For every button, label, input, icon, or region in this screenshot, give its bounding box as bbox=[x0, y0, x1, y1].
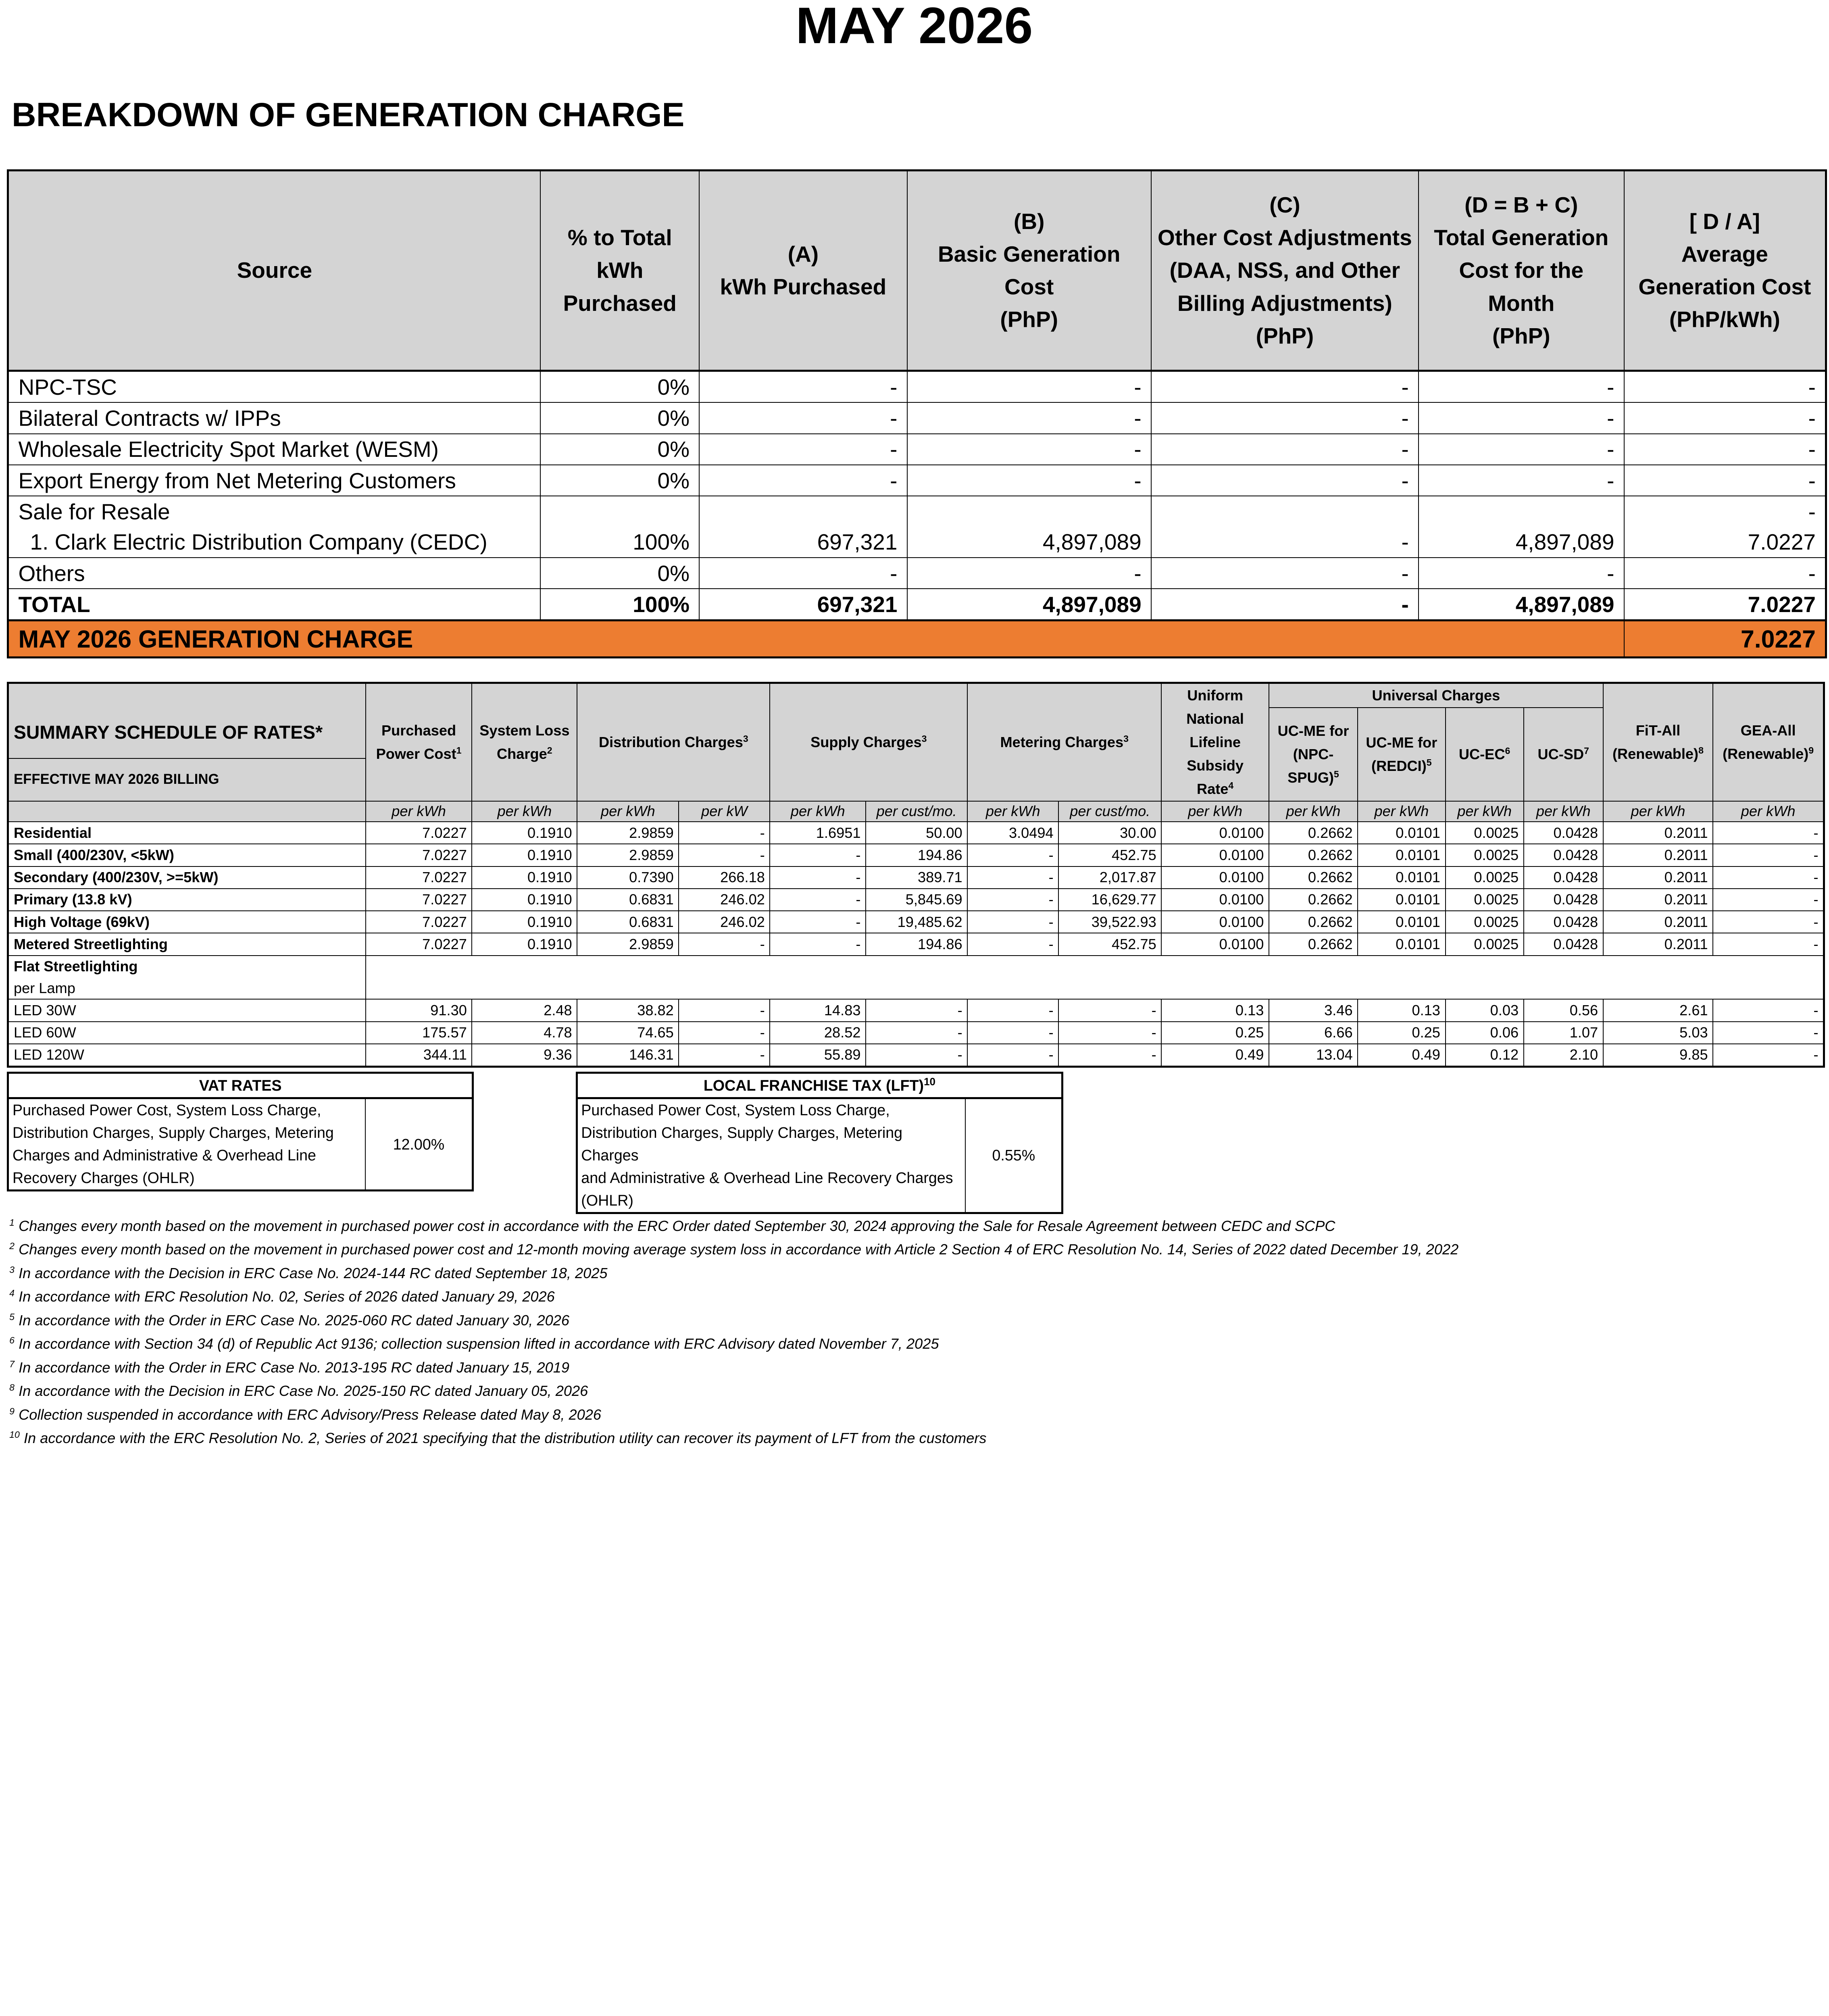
cell-source: Export Energy from Net Metering Customers bbox=[8, 465, 540, 496]
unit-cell: per kW bbox=[679, 801, 770, 822]
per-lamp-label: per Lamp bbox=[8, 977, 366, 999]
rate-cell: 0.2662 bbox=[1269, 933, 1358, 955]
cell-e: - bbox=[1624, 402, 1826, 433]
rate-cell: - bbox=[967, 889, 1058, 911]
header-metering-charges: Metering Charges$^3$ bbox=[967, 683, 1161, 801]
header-ucme-npc: UC-ME for (NPC- SPUG)$^5$ bbox=[1269, 708, 1358, 801]
rate-cell: - bbox=[770, 933, 866, 955]
rate-cell: - bbox=[770, 911, 866, 933]
rate-cell: 452.75 bbox=[1058, 933, 1161, 955]
row-label: Small (400/230V, <5kW) bbox=[8, 844, 366, 866]
lft-description: Purchased Power Cost, System Loss Charge, Distribution Charges, Supply Charges, Metering Charges and Administrative & Overhead Line Recovery Charges (OHLR) bbox=[577, 1098, 965, 1213]
table-row bbox=[8, 371, 1826, 403]
header-total-generation-cost: (D = B + C) Total Generation Cost for the Month (PhP) bbox=[1419, 170, 1624, 371]
rate-cell: - bbox=[1713, 1022, 1824, 1044]
footnotes bbox=[9, 1214, 1808, 1450]
rate-cell: 3.0494 bbox=[967, 822, 1058, 844]
row-label: Residential bbox=[8, 822, 366, 844]
cell-c: - bbox=[1151, 371, 1419, 403]
lft-value: 0.55% bbox=[965, 1098, 1062, 1213]
rate-cell: - bbox=[1713, 999, 1824, 1021]
table-row bbox=[8, 434, 1826, 465]
rate-cell: 0.49 bbox=[1161, 1044, 1269, 1067]
cell-pct: 0% bbox=[540, 465, 699, 496]
table-row bbox=[8, 822, 1824, 844]
rates-effective: EFFECTIVE MAY 2026 BILLING bbox=[8, 758, 366, 801]
rate-cell: - bbox=[866, 999, 967, 1021]
rate-cell: 0.1910 bbox=[472, 866, 577, 889]
rate-cell: - bbox=[1713, 844, 1824, 866]
header-other-cost-adjustments: (C) Other Cost Adjustments (DAA, NSS, and Other Billing Adjustments) (PhP) bbox=[1151, 170, 1419, 371]
header-universal-charges: Universal Charges bbox=[1269, 683, 1603, 708]
rate-cell: 0.2011 bbox=[1603, 844, 1713, 866]
cell-pct: 0% bbox=[540, 402, 699, 433]
rate-cell: - bbox=[1713, 822, 1824, 844]
rate-cell: 7.0227 bbox=[366, 889, 472, 911]
rate-cell: 0.1910 bbox=[472, 933, 577, 955]
header-ucme-redci: UC-ME for (REDCI)$^5$ bbox=[1358, 708, 1445, 801]
vat-rates-table bbox=[7, 1072, 474, 1191]
rate-cell: 9.85 bbox=[1603, 1044, 1713, 1067]
header-gea-all: GEA-All (Renewable)$^9$ bbox=[1713, 683, 1824, 801]
rate-cell: 14.83 bbox=[770, 999, 866, 1021]
footnote: $^2$ Changes every month based on the movement in purchased power cost and 12-month moving average system loss in accordance with Article 2 Section 4 of ERC Resolution No. 14, Series of 2022 dated December 19, 2022 bbox=[9, 1241, 1459, 1258]
rate-cell: - bbox=[967, 866, 1058, 889]
header-purchased-power-cost: Purchased Power Cost$^1$ bbox=[366, 683, 472, 801]
rate-cell: 0.0025 bbox=[1446, 866, 1524, 889]
cell-a: - bbox=[699, 371, 907, 403]
rate-cell: 0.25 bbox=[1161, 1022, 1269, 1044]
header-supply-charges: Supply Charges$^3$ bbox=[770, 683, 967, 801]
rate-cell: - bbox=[1058, 1044, 1161, 1067]
header-lifeline-subsidy: Uniform National Lifeline Subsidy Rate$^4$ bbox=[1161, 683, 1269, 801]
rate-cell: 0.13 bbox=[1161, 999, 1269, 1021]
rate-cell: 0.0025 bbox=[1446, 911, 1524, 933]
rate-cell: 0.13 bbox=[1358, 999, 1445, 1021]
rate-cell: 5,845.69 bbox=[866, 889, 967, 911]
rate-cell: - bbox=[679, 933, 770, 955]
rate-cell: 2.48 bbox=[472, 999, 577, 1021]
rate-cell: - bbox=[866, 1044, 967, 1067]
unit-cell: per kWh bbox=[472, 801, 577, 822]
rate-cell: 175.57 bbox=[366, 1022, 472, 1044]
cell-d: - bbox=[1419, 402, 1624, 433]
cell-a: - bbox=[699, 465, 907, 496]
header-fit-all: FiT-All (Renewable)$^8$ bbox=[1603, 683, 1713, 801]
rate-cell: 194.86 bbox=[866, 933, 967, 955]
generation-rows bbox=[8, 371, 1826, 496]
table-row bbox=[8, 1022, 1824, 1044]
rate-cell: 194.86 bbox=[866, 844, 967, 866]
rate-cell: 0.0025 bbox=[1446, 933, 1524, 955]
rate-cell: - bbox=[1058, 1022, 1161, 1044]
rate-cell: 19,485.62 bbox=[866, 911, 967, 933]
unit-cell: per kWh bbox=[1603, 801, 1713, 822]
cell-c: - bbox=[1151, 465, 1419, 496]
rate-cell: - bbox=[967, 1044, 1058, 1067]
row-label: High Voltage (69kV) bbox=[8, 911, 366, 933]
unit-cell: per cust/mo. bbox=[1058, 801, 1161, 822]
rate-cell: 39,522.93 bbox=[1058, 911, 1161, 933]
rate-cell: 0.0101 bbox=[1358, 889, 1445, 911]
rate-cell: 0.0100 bbox=[1161, 866, 1269, 889]
rate-cell: - bbox=[1713, 1044, 1824, 1067]
rate-cell: 2,017.87 bbox=[1058, 866, 1161, 889]
header-system-loss-charge: System Loss Charge$^2$ bbox=[472, 683, 577, 801]
lamp-rows bbox=[8, 999, 1824, 1066]
rate-cell: 6.66 bbox=[1269, 1022, 1358, 1044]
cell-e: - bbox=[1624, 434, 1826, 465]
rate-cell: 0.12 bbox=[1446, 1044, 1524, 1067]
rate-cell: 74.65 bbox=[577, 1022, 679, 1044]
footnote: $^{10}$ In accordance with the ERC Resolution No. 2, Series of 2021 specifying that the distribution utility can recover its payment of LFT from the customers bbox=[9, 1429, 987, 1446]
lft-title: LOCAL FRANCHISE TAX (LFT)$^{10}$ bbox=[577, 1073, 1062, 1098]
units-row bbox=[8, 801, 1824, 822]
rate-cell: 13.04 bbox=[1269, 1044, 1358, 1067]
rate-cell: 0.0100 bbox=[1161, 911, 1269, 933]
table-row bbox=[8, 911, 1824, 933]
rate-cell: 0.1910 bbox=[472, 822, 577, 844]
rate-cell: - bbox=[967, 999, 1058, 1021]
rate-cell: 0.6831 bbox=[577, 911, 679, 933]
cell-a: - bbox=[699, 434, 907, 465]
rate-cell: 0.0100 bbox=[1161, 822, 1269, 844]
row-label: Metered Streetlighting bbox=[8, 933, 366, 955]
rates-table bbox=[7, 682, 1825, 1068]
rate-cell: 3.46 bbox=[1269, 999, 1358, 1021]
footnote: $^4$ In accordance with ERC Resolution No. 02, Series of 2026 dated January 29, 2026 bbox=[9, 1288, 555, 1305]
rate-cell: 2.9859 bbox=[577, 844, 679, 866]
rates-title: SUMMARY SCHEDULE OF RATES* bbox=[8, 708, 366, 758]
rate-cell: 0.0428 bbox=[1524, 822, 1603, 844]
rate-cell: - bbox=[770, 844, 866, 866]
rate-cell: 0.0025 bbox=[1446, 889, 1524, 911]
unit-cell: per kWh bbox=[1358, 801, 1445, 822]
table-row: 1. Clark Electric Distribution Company (CEDC) 100% 697,321 4,897,089 - 4,897,089 7.0227 bbox=[8, 527, 1826, 558]
header-pct: % to Total kWh Purchased bbox=[540, 170, 699, 371]
rate-cell: 0.2011 bbox=[1603, 911, 1713, 933]
rate-cell: 246.02 bbox=[679, 889, 770, 911]
rate-cell: 9.36 bbox=[472, 1044, 577, 1067]
header-uc-ec: $UC-EC^6$ bbox=[1446, 708, 1524, 801]
cell-c: - bbox=[1151, 434, 1419, 465]
rate-cell: 0.0428 bbox=[1524, 933, 1603, 955]
row-label: LED 120W bbox=[8, 1044, 366, 1067]
cell-source: NPC-TSC bbox=[8, 371, 540, 403]
page-title: MAY 2026 bbox=[796, 0, 1033, 54]
rate-cell: - bbox=[679, 1044, 770, 1067]
rate-cell: - bbox=[967, 933, 1058, 955]
cell-e: - bbox=[1624, 465, 1826, 496]
rate-cell: 0.2662 bbox=[1269, 911, 1358, 933]
rate-cell: 0.7390 bbox=[577, 866, 679, 889]
rate-cell: 146.31 bbox=[577, 1044, 679, 1067]
rate-cell: 28.52 bbox=[770, 1022, 866, 1044]
flat-streetlighting-label: Flat Streetlighting bbox=[8, 956, 366, 977]
rate-cell: 0.2011 bbox=[1603, 933, 1713, 955]
rate-cell: 38.82 bbox=[577, 999, 679, 1021]
rate-cell: - bbox=[967, 1022, 1058, 1044]
rates-header-row bbox=[8, 683, 1824, 708]
rate-cell: - bbox=[679, 844, 770, 866]
table-header-row bbox=[8, 170, 1826, 371]
vat-description: Purchased Power Cost, System Loss Charge, Distribution Charges, Supply Charges, Metering Charges and Administrative & Overhead Line Recovery Charges (OHLR) bbox=[8, 1098, 365, 1191]
unit-cell: per kWh bbox=[770, 801, 866, 822]
footnote: $^7$ In accordance with the Order in ERC Case No. 2013-195 RC dated January 15, 2019 bbox=[9, 1358, 569, 1376]
rate-cell: 0.2011 bbox=[1603, 889, 1713, 911]
cell-a: - bbox=[699, 402, 907, 433]
table-row bbox=[8, 1044, 1824, 1067]
unit-cell: per kWh bbox=[1524, 801, 1603, 822]
header-basic-generation-cost: (B) Basic Generation Cost (PhP) bbox=[907, 170, 1151, 371]
cell-b: - bbox=[907, 371, 1151, 403]
generation-charge-row bbox=[8, 621, 1826, 658]
rate-cell: 0.0101 bbox=[1358, 933, 1445, 955]
rate-cell: 16,629.77 bbox=[1058, 889, 1161, 911]
footnote: $^5$ In accordance with the Order in ERC Case No. 2025-060 RC dated January 30, 2026 bbox=[9, 1311, 569, 1329]
rate-cell: 0.2011 bbox=[1603, 822, 1713, 844]
cell-source: Bilateral Contracts w/ IPPs bbox=[8, 402, 540, 433]
rate-cell: 7.0227 bbox=[366, 911, 472, 933]
lft-table bbox=[576, 1072, 1064, 1214]
footnote: $^9$ Collection suspended in accordance with ERC Advisory/Press Release dated May 8, 2026 bbox=[9, 1406, 602, 1423]
cell-b: - bbox=[907, 402, 1151, 433]
unit-cell: per kWh bbox=[1161, 801, 1269, 822]
cell-b: - bbox=[907, 434, 1151, 465]
cell-source: Wholesale Electricity Spot Market (WESM) bbox=[8, 434, 540, 465]
row-label: LED 60W bbox=[8, 1022, 366, 1044]
rate-cell: 91.30 bbox=[366, 999, 472, 1021]
rate-cell: 0.0428 bbox=[1524, 911, 1603, 933]
rate-cell: - bbox=[1713, 911, 1824, 933]
table-row: Others 0% - - - - - bbox=[8, 558, 1826, 589]
table-row bbox=[8, 465, 1826, 496]
rate-cell: - bbox=[770, 889, 866, 911]
rate-cell: 0.0101 bbox=[1358, 822, 1445, 844]
rate-cell: 1.6951 bbox=[770, 822, 866, 844]
unit-cell: per kWh bbox=[366, 801, 472, 822]
rate-cell: - bbox=[1713, 866, 1824, 889]
rate-cell: - bbox=[679, 1022, 770, 1044]
header-uc-sd: $UC-SD^7$ bbox=[1524, 708, 1603, 801]
rate-cell: 0.0428 bbox=[1524, 844, 1603, 866]
rate-cell: 2.61 bbox=[1603, 999, 1713, 1021]
rate-cell: 0.0101 bbox=[1358, 911, 1445, 933]
header-distribution-charges: Distribution Charges$^3$ bbox=[577, 683, 770, 801]
rate-cell: 1.07 bbox=[1524, 1022, 1603, 1044]
section-title: BREAKDOWN OF GENERATION CHARGE bbox=[11, 95, 685, 133]
rate-cell: 7.0227 bbox=[366, 866, 472, 889]
rate-cell: - bbox=[1713, 889, 1824, 911]
unit-cell: per kWh bbox=[1713, 801, 1824, 822]
rate-cell: 30.00 bbox=[1058, 822, 1161, 844]
rate-cell: 2.9859 bbox=[577, 822, 679, 844]
total-row: TOTAL 100% 697,321 4,897,089 - 4,897,089 7.0227 bbox=[8, 589, 1826, 621]
rate-cell: - bbox=[1058, 999, 1161, 1021]
header-average-generation-cost: [ D / A] Average Generation Cost (PhP/kWh) bbox=[1624, 170, 1826, 371]
cell-d: - bbox=[1419, 434, 1624, 465]
cell-pct: 0% bbox=[540, 434, 699, 465]
rate-cell: 4.78 bbox=[472, 1022, 577, 1044]
vat-title: VAT RATES bbox=[8, 1073, 473, 1098]
rate-cell: 0.0100 bbox=[1161, 889, 1269, 911]
rate-cell: - bbox=[967, 911, 1058, 933]
rate-rows bbox=[8, 822, 1824, 956]
unit-cell: per cust/mo. bbox=[866, 801, 967, 822]
rate-cell: - bbox=[1713, 933, 1824, 955]
rate-cell: 7.0227 bbox=[366, 844, 472, 866]
rate-cell: 0.0101 bbox=[1358, 866, 1445, 889]
unit-cell: per kWh bbox=[1269, 801, 1358, 822]
rate-cell: - bbox=[967, 844, 1058, 866]
rate-cell: 0.1910 bbox=[472, 911, 577, 933]
table-row bbox=[8, 866, 1824, 889]
rate-cell: 50.00 bbox=[866, 822, 967, 844]
vat-value: 12.00% bbox=[365, 1098, 473, 1191]
rate-cell: 344.11 bbox=[366, 1044, 472, 1067]
footnote: $^3$ In accordance with the Decision in ERC Case No. 2024-144 RC dated September 18, 2025 bbox=[9, 1264, 608, 1281]
cell-c: - bbox=[1151, 402, 1419, 433]
rate-cell: 0.0428 bbox=[1524, 866, 1603, 889]
table-row: Sale for Resale - bbox=[8, 496, 1826, 527]
rate-cell: - bbox=[770, 866, 866, 889]
rate-cell: 0.2011 bbox=[1603, 866, 1713, 889]
cell-d: - bbox=[1419, 371, 1624, 403]
rate-cell: 389.71 bbox=[866, 866, 967, 889]
rate-cell: 0.49 bbox=[1358, 1044, 1445, 1067]
rate-cell: 266.18 bbox=[679, 866, 770, 889]
rate-cell: 0.2662 bbox=[1269, 866, 1358, 889]
cell-d: - bbox=[1419, 465, 1624, 496]
rate-cell: 0.6831 bbox=[577, 889, 679, 911]
row-label: Secondary (400/230V, >=5kW) bbox=[8, 866, 366, 889]
rate-cell: 246.02 bbox=[679, 911, 770, 933]
rate-cell: 0.2662 bbox=[1269, 889, 1358, 911]
generation-charge-value: 7.0227 bbox=[1624, 621, 1826, 658]
cell-pct: 0% bbox=[540, 371, 699, 403]
table-row bbox=[8, 402, 1826, 433]
rate-cell: 0.0025 bbox=[1446, 844, 1524, 866]
rate-cell: 0.56 bbox=[1524, 999, 1603, 1021]
footnote: $^8$ In accordance with the Decision in ERC Case No. 2025-150 RC dated January 05, 2026 bbox=[9, 1382, 588, 1400]
header-kwh-purchased: (A) kWh Purchased bbox=[699, 170, 907, 371]
rate-cell: 2.10 bbox=[1524, 1044, 1603, 1067]
rate-cell: 0.2662 bbox=[1269, 822, 1358, 844]
rate-cell: - bbox=[866, 1022, 967, 1044]
cell-e: - bbox=[1624, 371, 1826, 403]
rate-cell: 0.06 bbox=[1446, 1022, 1524, 1044]
rate-cell: 0.0101 bbox=[1358, 844, 1445, 866]
cell-b: - bbox=[907, 465, 1151, 496]
rate-cell: 0.1910 bbox=[472, 889, 577, 911]
rate-cell: 2.9859 bbox=[577, 933, 679, 955]
footnote: $^6$ In accordance with Section 34 (d) of Republic Act 9136; collection suspension lifted in accordance with ERC Advisory dated November 7, 2025 bbox=[9, 1335, 939, 1352]
rate-cell: 0.0428 bbox=[1524, 889, 1603, 911]
table-row bbox=[8, 999, 1824, 1021]
rate-cell: 452.75 bbox=[1058, 844, 1161, 866]
unit-cell: per kWh bbox=[967, 801, 1058, 822]
rate-cell: - bbox=[679, 999, 770, 1021]
rate-cell: 0.0100 bbox=[1161, 933, 1269, 955]
footnote: $^1$ Changes every month based on the movement in purchased power cost in accordance with the ERC Order dated September 30, 2024 approving the Sale for Resale Agreement between CEDC and SCPC bbox=[9, 1217, 1335, 1234]
rate-cell: 0.2662 bbox=[1269, 844, 1358, 866]
table-row bbox=[8, 933, 1824, 955]
rate-cell: 5.03 bbox=[1603, 1022, 1713, 1044]
rate-cell: 0.25 bbox=[1358, 1022, 1445, 1044]
row-label: Primary (13.8 kV) bbox=[8, 889, 366, 911]
rate-cell: 7.0227 bbox=[366, 822, 472, 844]
table-row bbox=[8, 844, 1824, 866]
rate-cell: 0.03 bbox=[1446, 999, 1524, 1021]
rate-cell: 55.89 bbox=[770, 1044, 866, 1067]
header-source: Source bbox=[8, 170, 540, 371]
generation-charge-table bbox=[7, 169, 1827, 658]
rate-cell: 0.0025 bbox=[1446, 822, 1524, 844]
table-row bbox=[8, 889, 1824, 911]
generation-charge-label: MAY 2026 GENERATION CHARGE bbox=[8, 621, 1624, 658]
rate-cell: 0.0100 bbox=[1161, 844, 1269, 866]
unit-cell: per kWh bbox=[577, 801, 679, 822]
row-label: LED 30W bbox=[8, 999, 366, 1021]
rate-cell: 0.1910 bbox=[472, 844, 577, 866]
unit-cell: per kWh bbox=[1446, 801, 1524, 822]
rate-cell: 7.0227 bbox=[366, 933, 472, 955]
rate-cell: - bbox=[679, 822, 770, 844]
